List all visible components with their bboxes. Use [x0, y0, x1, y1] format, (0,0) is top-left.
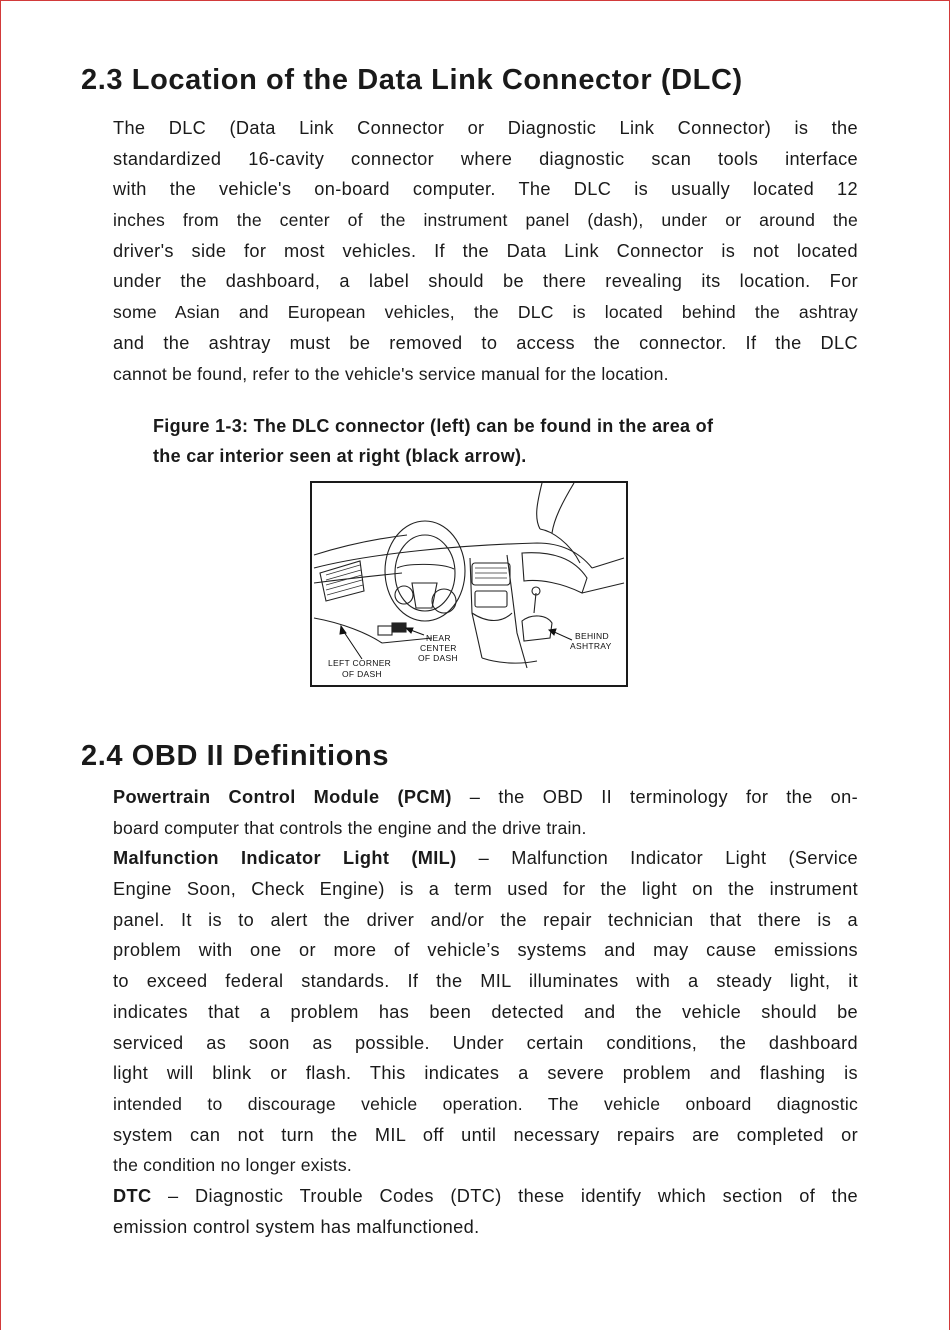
figure-label: LEFT CORNER — [328, 658, 392, 668]
paragraph-line: driver's side for most vehicles. If the Data Link Connector is not located — [113, 240, 858, 261]
paragraph-line: under the dashboard, a label should be there revealing its location. For — [113, 271, 858, 292]
section-heading-obd-definitions: 2.4 OBD II Definitions — [81, 740, 390, 772]
definition-line: indicates that a problem has been detected and the vehicle should be — [113, 1001, 858, 1022]
figure-label: OF DASH — [342, 669, 382, 679]
figure-label: OF DASH — [418, 653, 458, 663]
figure-label: BEHIND — [575, 631, 609, 641]
definition-term-dtc: DTC — [113, 1185, 152, 1206]
obd-definitions-paragraph — [113, 782, 858, 1242]
figure-caption — [153, 411, 713, 471]
definition-line: problem with one or more of vehicle’s systems and may cause emissions — [113, 940, 858, 961]
paragraph-line: cannot be found, refer to the vehicle's service manual for the location. — [113, 363, 669, 384]
figure-label: CENTER — [420, 643, 457, 653]
definition-line: Engine Soon, Check Engine) is a term used for the light on the instrument — [113, 879, 858, 900]
car-interior-drawing — [312, 483, 626, 685]
definition-mil-line — [113, 843, 858, 874]
page-edge-left — [0, 0, 1, 1330]
section-heading-dlc-location: 2.3 Location of the Data Link Connector (DLC) — [81, 64, 743, 96]
figure-caption-line: the car interior seen at right (black arrow). — [153, 446, 527, 466]
paragraph-line: The DLC (Data Link Connector or Diagnostic Link Connector) is the — [113, 118, 858, 138]
definition-line: intended to discourage vehicle operation. The vehicle onboard diagnostic — [113, 1093, 858, 1114]
figure-label: ASHTRAY — [570, 641, 612, 651]
definition-line: light will blink or flash. This indicates a severe problem and flashing is — [113, 1063, 858, 1084]
dlc-location-paragraph — [113, 113, 858, 389]
page-edge-top — [0, 0, 950, 1]
definition-term-mil: Malfunction Indicator Light (MIL) — [113, 848, 457, 869]
definition-term-pcm: Powertrain Control Module (PCM) — [113, 787, 452, 807]
paragraph-line: inches from the center of the instrument panel (dash), under or around the — [113, 210, 858, 231]
definition-text: – the OBD II terminology for the on- — [451, 787, 858, 807]
paragraph-line: and the ashtray must be removed to access the connector. If the DLC — [113, 332, 858, 353]
definition-line: panel. It is to alert the driver and/or the repair technician that there is a — [113, 909, 858, 930]
definition-line: system can not turn the MIL off until necessary repairs are completed or — [113, 1124, 858, 1145]
figure-caption-line: Figure 1-3: The DLC connector (left) can be found in the area of — [153, 416, 714, 436]
definition-line: board computer that controls the engine and the drive train. — [113, 817, 587, 838]
paragraph-line: with the vehicle's on-board computer. The DLC is usually located 12 — [113, 179, 858, 200]
definition-pcm-line — [113, 782, 858, 813]
figure-label: NEAR — [426, 633, 451, 643]
definition-text: – Malfunction Indicator Light (Service — [456, 848, 858, 869]
definition-line: the condition no longer exists. — [113, 1155, 352, 1176]
definition-line: emission control system has malfunctioned. — [113, 1216, 480, 1237]
definition-text: – Diagnostic Trouble Codes (DTC) these identify which section of the — [151, 1185, 858, 1206]
definition-line: serviced as soon as possible. Under certain conditions, the dashboard — [113, 1032, 858, 1053]
paragraph-line: standardized 16-cavity connector where diagnostic scan tools interface — [113, 148, 858, 169]
definition-dtc-line — [113, 1181, 858, 1212]
definition-line: to exceed federal standards. If the MIL illuminates with a steady light, it — [113, 971, 858, 992]
paragraph-line: some Asian and European vehicles, the DLC is located behind the ashtray — [113, 302, 858, 323]
dlc-location-illustration — [310, 481, 628, 687]
